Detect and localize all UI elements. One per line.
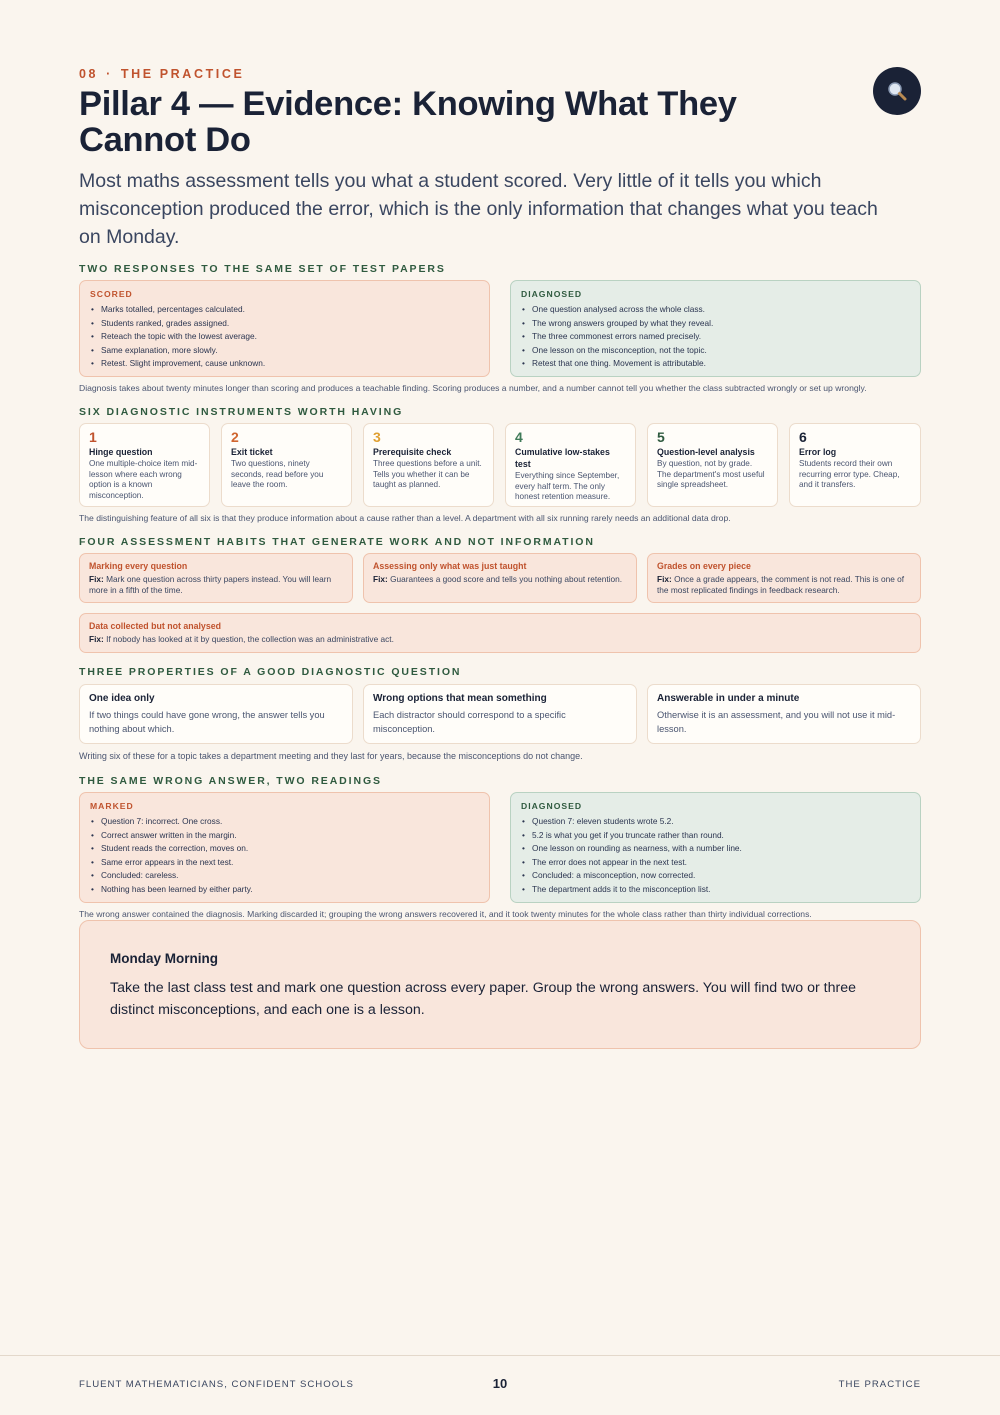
- property-card: [79, 684, 353, 744]
- footer-section: THE PRACTICE: [838, 1379, 921, 1390]
- section-heading-properties: THREE PROPERTIES OF A GOOD DIAGNOSTIC QUESTION: [79, 666, 462, 678]
- instrument-number: 2: [231, 429, 239, 445]
- property-body: Each distractor should correspond to a specific misconception.: [373, 710, 566, 734]
- habit-body: [657, 574, 911, 595]
- list-item: • One lesson on the misconception, not the topic.: [532, 344, 910, 358]
- habit-title: Assessing only what was just taught: [373, 561, 527, 571]
- habit-fix: Mark one question across thirty papers instead. You will learn more in a fifth of the time.: [89, 574, 332, 595]
- list-item: • Reteach the topic with the lowest average.: [101, 330, 479, 344]
- list-item: • The error does not appear in the next test.: [532, 856, 910, 870]
- diagnosed-list: [521, 303, 910, 371]
- kicker-separator: ·: [106, 67, 113, 81]
- instrument-card: [363, 423, 494, 507]
- properties-note: Writing six of these for a topic takes a department meeting and they last for years, because the misconceptions do not change.: [79, 751, 583, 761]
- list-item: • The wrong answers grouped by what they reveal.: [532, 317, 910, 331]
- property-body: If two things could have gone wrong, the answer tells you nothing about which.: [89, 710, 325, 734]
- instrument-body: Two questions, ninety seconds, read before you leave the room.: [231, 459, 324, 489]
- instrument-title: Question-level analysis: [657, 447, 755, 457]
- search-button[interactable]: [873, 67, 921, 115]
- property-card: [647, 684, 921, 744]
- fix-label: Fix:: [89, 574, 104, 584]
- marked-list: [90, 815, 479, 896]
- property-card: [363, 684, 637, 744]
- diagnosed-reading-list: [521, 815, 910, 896]
- section-heading-readings: THE SAME WRONG ANSWER, TWO READINGS: [79, 775, 382, 787]
- page-lede: Most maths assessment tells you what a student scored. Very little of it tells you which misconception produced the error, which is the only information that changes what you teach on Monday.: [79, 170, 878, 248]
- page-title: Pillar 4 — Evidence: Knowing What They Cannot Do: [79, 85, 737, 159]
- instrument-body: By question, not by grade. The department's most useful single spreadsheet.: [657, 459, 765, 489]
- two-responses-note: Diagnosis takes about twenty minutes longer than scoring and produces a teachable finding. Scoring produces a number, and a number cannot tell you whether the class subtracted wrongly or set up wrongly.: [79, 383, 867, 393]
- list-item: • Same error appears in the next test.: [101, 856, 479, 870]
- scored-panel: [79, 280, 490, 377]
- instrument-card: [505, 423, 636, 507]
- habit-card: [363, 553, 637, 603]
- monday-morning-callout: [79, 920, 921, 1049]
- section-heading-two-responses: TWO RESPONSES TO THE SAME SET OF TEST PAPERS: [79, 263, 446, 275]
- section-heading-instruments: SIX DIAGNOSTIC INSTRUMENTS WORTH HAVING: [79, 406, 404, 418]
- list-item: • Students ranked, grades assigned.: [101, 317, 479, 331]
- instrument-number: 5: [657, 429, 665, 445]
- list-item: • One question analysed across the whole class.: [532, 303, 910, 317]
- section-number: 08: [79, 67, 99, 81]
- fix-label: Fix:: [373, 574, 388, 584]
- instrument-body: Students record their own recurring error type. Cheap, and it transfers.: [799, 459, 900, 489]
- habit-fix: If nobody has looked at it by question, the collection was an administrative act.: [106, 634, 394, 644]
- property-body: Otherwise it is an assessment, and you will not use it mid-lesson.: [657, 710, 896, 734]
- magnifying-glass-icon: [886, 80, 908, 102]
- habit-body: [89, 634, 911, 645]
- list-item: • One lesson on rounding as nearness, with a number line.: [532, 842, 910, 856]
- marked-label: MARKED: [90, 801, 134, 811]
- instrument-title: Error log: [799, 447, 837, 457]
- list-item: • Question 7: incorrect. One cross.: [101, 815, 479, 829]
- instrument-number: 1: [89, 429, 97, 445]
- habit-body: [373, 574, 627, 585]
- marked-panel: [79, 792, 490, 903]
- list-item: • Student reads the correction, moves on.: [101, 842, 479, 856]
- instrument-title: Prerequisite check: [373, 447, 452, 457]
- monday-body: Take the last class test and mark one question across every paper. Group the wrong answers. You will find two or three distinct misconceptions, and each one is a lesson.: [110, 980, 857, 1018]
- section-kicker: [79, 67, 244, 81]
- instrument-title: Hinge question: [89, 447, 153, 457]
- instrument-number: 4: [515, 429, 523, 445]
- scored-list: [90, 303, 479, 371]
- section-heading-habits: FOUR ASSESSMENT HABITS THAT GENERATE WORK AND NOT INFORMATION: [79, 536, 595, 548]
- habit-title: Data collected but not analysed: [89, 621, 221, 631]
- diagnosed-panel: [510, 280, 921, 377]
- instrument-card: [79, 423, 210, 507]
- list-item: • Marks totalled, percentages calculated.: [101, 303, 479, 317]
- diagnosed-reading-label: DIAGNOSED: [521, 801, 583, 811]
- list-item: • Concluded: a misconception, now corrected.: [532, 869, 910, 883]
- instrument-title: Exit ticket: [231, 447, 273, 457]
- habit-title: Marking every question: [89, 561, 188, 571]
- instrument-number: 3: [373, 429, 381, 445]
- instrument-card: [789, 423, 921, 507]
- list-item: • Nothing has been learned by either party.: [101, 883, 479, 897]
- property-title: One idea only: [89, 693, 155, 704]
- list-item: • Concluded: careless.: [101, 869, 479, 883]
- section-name: THE PRACTICE: [120, 67, 245, 81]
- instrument-number: 6: [799, 429, 807, 445]
- instrument-title: Cumulative low-stakes test: [515, 447, 610, 469]
- instrument-body: Everything since September, every half term. The only honest retention measure.: [515, 471, 620, 501]
- list-item: • Question 7: eleven students wrote 5.2.: [532, 815, 910, 829]
- fix-label: Fix:: [89, 634, 104, 644]
- diagnosed-reading-panel: [510, 792, 921, 903]
- list-item: • Retest. Slight improvement, cause unknown.: [101, 357, 479, 371]
- instrument-body: Three questions before a unit. Tells you whether it can be taught as planned.: [373, 459, 482, 489]
- footer-divider: [0, 1355, 1000, 1356]
- fix-label: Fix:: [657, 574, 672, 584]
- property-title: Answerable in under a minute: [657, 693, 800, 704]
- list-item: • The three commonest errors named precisely.: [532, 330, 910, 344]
- page-number: 10: [492, 1376, 508, 1391]
- list-item: • Correct answer written in the margin.: [101, 829, 479, 843]
- list-item: • The department adds it to the misconception list.: [532, 883, 910, 897]
- habit-title: Grades on every piece: [657, 561, 751, 571]
- habit-card: [79, 553, 353, 603]
- instrument-card: [647, 423, 778, 507]
- list-item: • 5.2 is what you get if you truncate rather than round.: [532, 829, 910, 843]
- diagnosed-label: DIAGNOSED: [521, 289, 583, 299]
- instrument-body: One multiple-choice item mid-lesson where each wrong option is a known misconception.: [89, 459, 198, 500]
- instrument-card: [221, 423, 352, 507]
- scored-label: SCORED: [90, 289, 133, 299]
- habit-card: [79, 613, 921, 653]
- footer-book-title: FLUENT MATHEMATICIANS, CONFIDENT SCHOOLS: [79, 1379, 354, 1390]
- readings-note: The wrong answer contained the diagnosis. Marking discarded it; grouping the wrong answers recovered it, and it took twenty minutes for the whole class rather than thirty individual corrections.: [79, 909, 812, 919]
- habit-fix: Once a grade appears, the comment is not read. This is one of the most replicated findings in feedback research.: [657, 574, 905, 595]
- habit-body: [89, 574, 343, 595]
- list-item: • Retest that one thing. Movement is attributable.: [532, 357, 910, 371]
- list-item: • Same explanation, more slowly.: [101, 344, 479, 358]
- property-title: Wrong options that mean something: [373, 693, 547, 704]
- habit-card: [647, 553, 921, 603]
- habit-fix: Guarantees a good score and tells you nothing about retention.: [390, 574, 623, 584]
- monday-title: Monday Morning: [110, 951, 218, 966]
- instruments-note: The distinguishing feature of all six is that they produce information about a cause rather than a level. A department with all six running rarely needs an additional data drop.: [79, 513, 731, 523]
